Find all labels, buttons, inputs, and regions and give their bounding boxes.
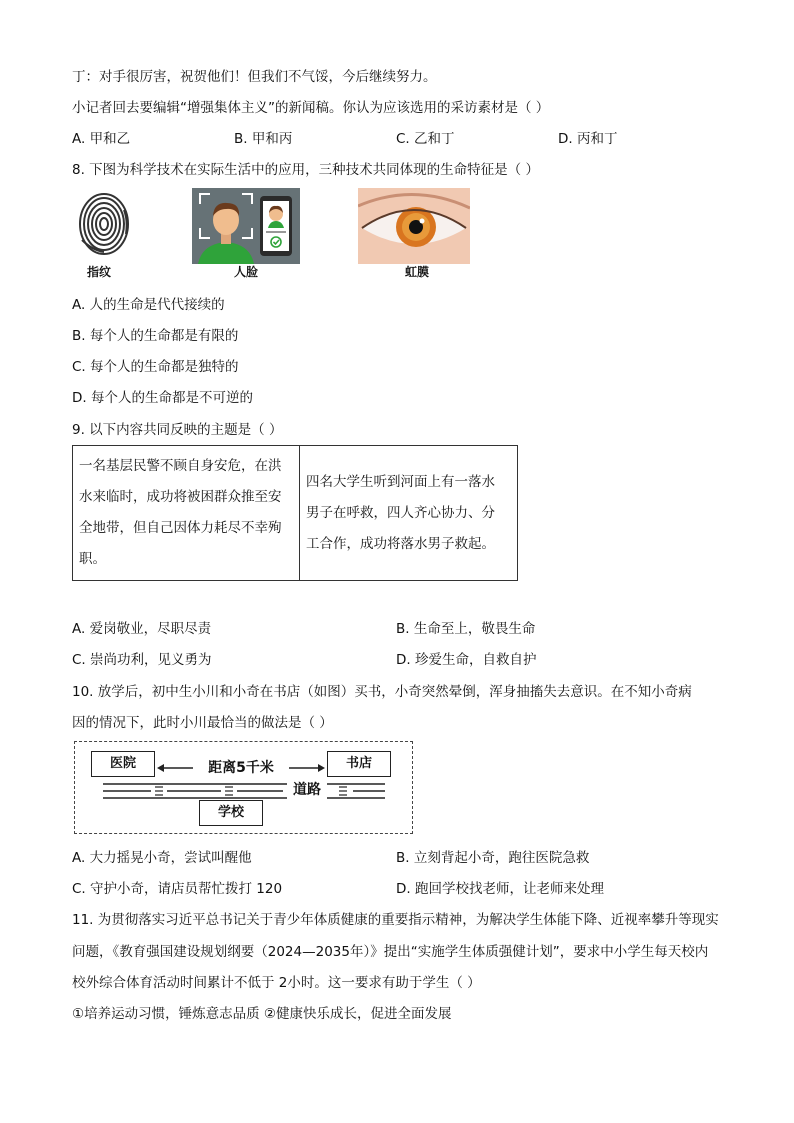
q7-ding-line: 丁：对手很厉害，祝贺他们！但我们不气馁，今后继续努力。 xyxy=(72,69,437,85)
q10-option-d: D. 跑回学校找老师，让老师来处理 xyxy=(396,881,604,897)
q10-option-a: A. 大力摇晃小奇，尝试叫醒他 xyxy=(72,850,252,866)
q8-option-d: D. 每个人的生命都是不可逆的 xyxy=(72,390,253,406)
q7-option-a: A. 甲和乙 xyxy=(72,131,131,147)
q9-option-c: C. 崇尚功利，见义勇为 xyxy=(72,652,212,668)
q9-left-line: 职。 xyxy=(79,551,106,567)
q8-option-b: B. 每个人的生命都是有限的 xyxy=(72,328,239,344)
q7-option-b: B. 甲和丙 xyxy=(234,131,293,147)
q9-option-b: B. 生命至上，敬畏生命 xyxy=(396,621,536,637)
q10-option-c: C. 守护小奇，请店员帮忙拨打 120 xyxy=(72,881,283,897)
distance-label: 距离5千米 xyxy=(208,760,274,776)
school-box: 学校 xyxy=(199,800,263,826)
q9-right-line: 四名大学生听到河面上有一落水 xyxy=(306,473,495,490)
q11-line4: ①培养运动习惯，锤炼意志品质 ②健康快乐成长，促进全面发展 xyxy=(72,1006,452,1022)
q10-option-b: B. 立刻背起小奇，跑往医院急救 xyxy=(396,850,590,866)
q9-right-line: 工合作，成功将落水男子救起。 xyxy=(306,535,495,552)
road-lines xyxy=(103,780,385,802)
q9-material-table xyxy=(72,445,518,581)
q9-left-line: 水来临时，成功将被困群众推至安 xyxy=(79,489,282,505)
q9-option-a: A. 爱岗敬业，尽职尽责 xyxy=(72,621,212,637)
q8-option-c: C. 每个人的生命都是独特的 xyxy=(72,359,239,375)
face-caption: 人脸 xyxy=(233,265,258,279)
q10-stem-line1: 10. 放学后，初中生小川和小奇在书店（如图）买书，小奇突然晕倒，浑身抽搐失去意识。在不知小奇病 xyxy=(72,684,692,700)
fingerprint-image xyxy=(72,190,136,256)
q9-left-line: 一名基层民警不顾自身安危，在洪 xyxy=(79,458,282,474)
q9-cell-police xyxy=(73,446,300,581)
q7-stem: 小记者回去要编辑“增强集体主义”的新闻稿。你认为应该选用的采访素材是（ ） xyxy=(72,100,550,116)
q10-stem-line2: 因的情况下，此时小川最恰当的做法是（ ） xyxy=(72,715,333,731)
q9-right-line: 男子在呼救，四人齐心协力、分 xyxy=(306,504,495,521)
road-label: 道路 xyxy=(287,779,327,801)
q9-cell-students xyxy=(300,446,518,581)
q7-option-d: D. 丙和丁 xyxy=(558,131,618,147)
q7-option-c: C. 乙和丁 xyxy=(396,131,455,147)
q11-line2: 问题，《教育强国建设规划纲要（2024—2035年）》提出“实施学生体质强健计划”，要求中小学生每天校内 xyxy=(72,944,709,960)
q11-line3: 校外综合体育活动时间累计不低于 2小时。这一要求有助于学生（ ） xyxy=(72,975,481,991)
q8-option-a: A. 人的生命是代代接续的 xyxy=(72,297,225,313)
q10-map-diagram xyxy=(74,741,413,834)
q9-option-d: D. 珍爱生命，自救自护 xyxy=(396,652,537,668)
iris-image xyxy=(358,188,470,264)
q8-stem: 8. 下图为科学技术在实际生活中的应用，三种技术共同体现的生命特征是（ ） xyxy=(72,162,539,178)
q9-stem: 9. 以下内容共同反映的主题是（ ） xyxy=(72,422,283,438)
face-recognition-image xyxy=(192,188,300,264)
fingerprint-caption: 指纹 xyxy=(86,265,111,279)
hospital-box: 医院 xyxy=(91,751,155,777)
bookstore-box: 书店 xyxy=(327,751,391,777)
q11-line1: 11. 为贯彻落实习近平总书记关于青少年体质健康的重要指示精神，为解决学生体能下降、近视率攀升等现实 xyxy=(72,912,719,928)
q9-left-line: 全地带，但自己因体力耗尽不幸殉 xyxy=(79,520,282,536)
iris-caption: 虹膜 xyxy=(404,265,429,279)
